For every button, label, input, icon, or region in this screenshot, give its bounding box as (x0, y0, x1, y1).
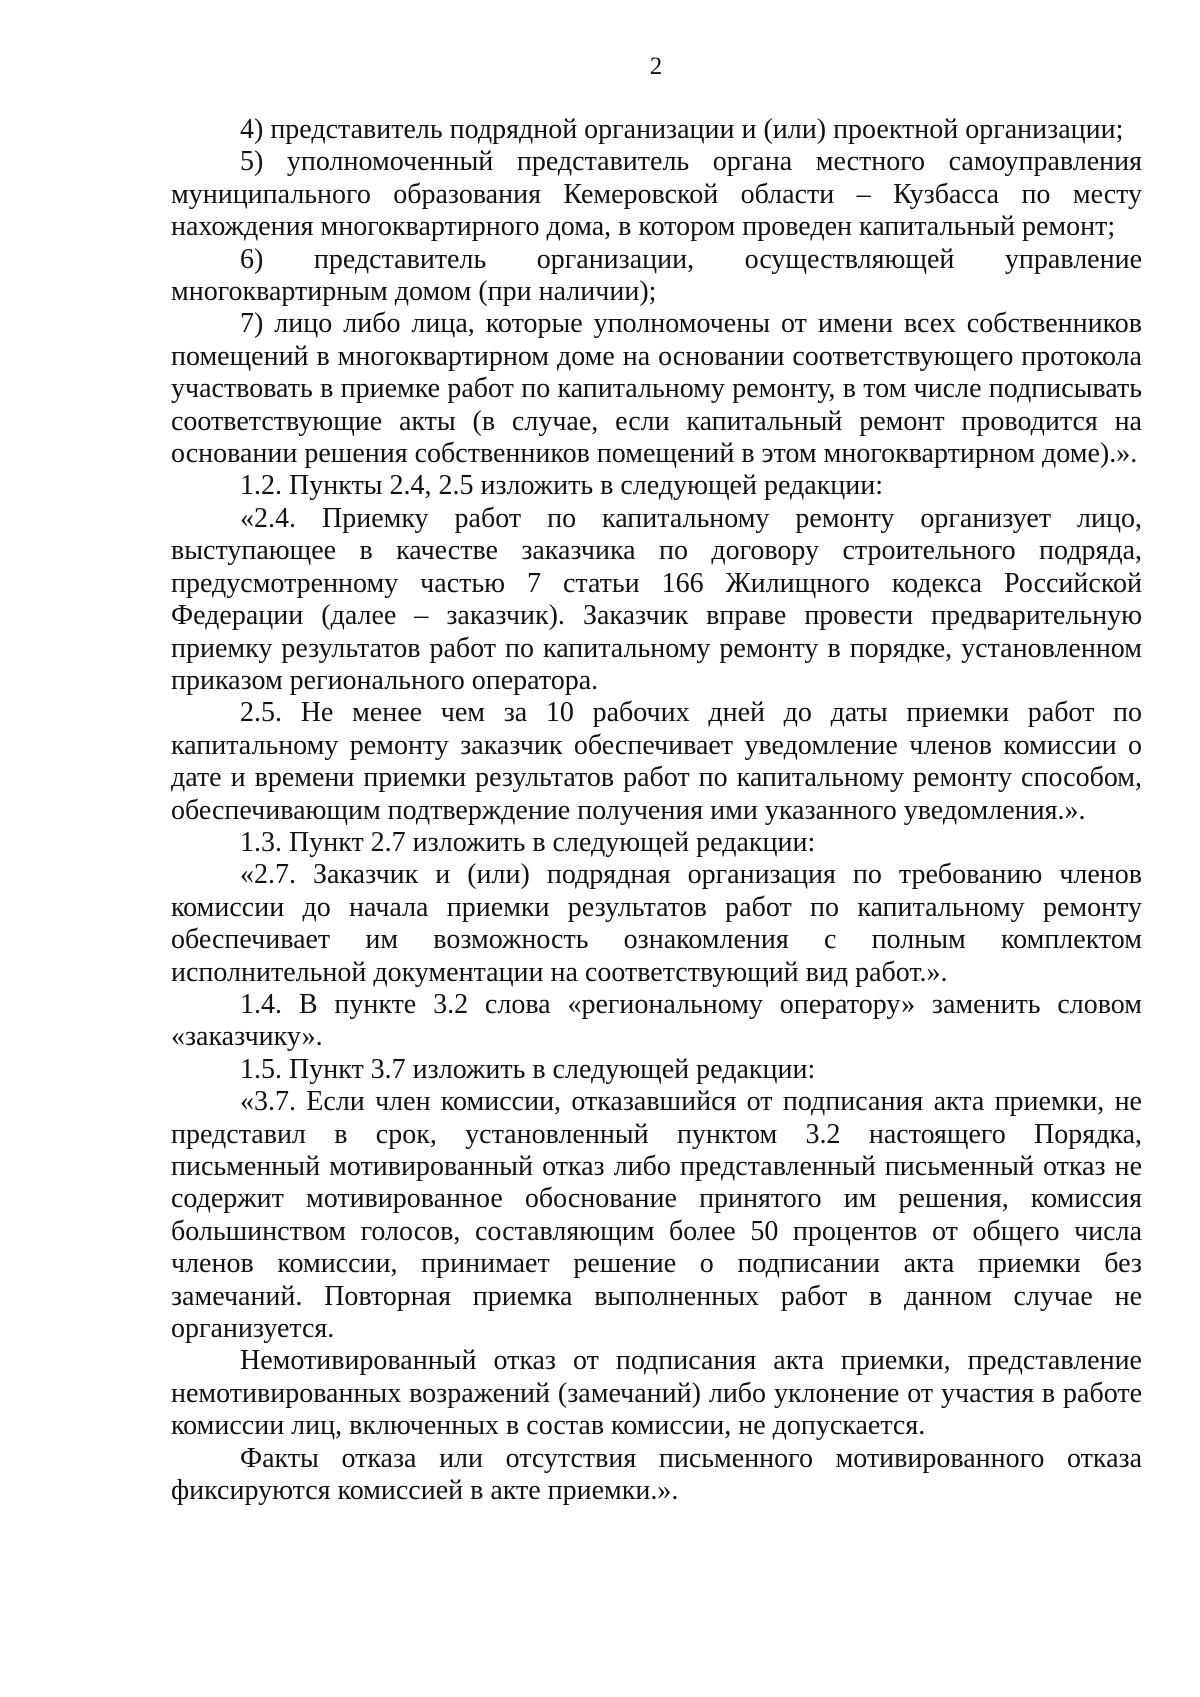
paragraph-point-3-7: «3.7. Если член комиссии, отказавшийся от подписания акта приемки, не представил в срок, установленный пунктом 3.2 настоящего Порядка, письменный мотивированный отказ либо представленный письменный отказ не содержит мотивированное обоснование принятого им решения, комиссия большинством голосов, составляющим более 50 процентов от общего числа членов комиссии, принимает решение о подписании акта приемки без замечаний. Повторная приемка выполненных работ в данном случае не организуется. (171, 1086, 1142, 1345)
paragraph-item-6: 6) представитель организации, осуществляющей управление многоквартирным домом (при наличии); (171, 243, 1142, 308)
paragraph-refusal-facts: Факты отказа или отсутствия письменного мотивированного отказа фиксируются комиссией в акте приемки.». (171, 1442, 1142, 1507)
paragraph-point-2-4: «2.4. Приемку работ по капитальному ремонту организует лицо, выступающее в качестве заказчика по договору строительного подряда, предусмотренному частью 7 статьи 166 Жилищного кодекса Российской Федерации (далее – заказчик). Заказчик вправе провести предварительную приемку результатов работ по капитальному ремонту в порядке, установленном приказом регионального оператора. (171, 502, 1142, 696)
page-number: 2 (649, 53, 663, 80)
paragraph-item-5: 5) уполномоченный представитель органа местного самоуправления муниципального образования Кемеровской области – Кузбасса по месту нахождения многоквартирного дома, в котором проведен капитальный ремонт; (171, 146, 1142, 243)
paragraph-item-4: 4) представитель подрядной организации и (или) проектной организации; (240, 114, 1124, 145)
paragraph-clause-1-5: 1.5. Пункт 3.7 изложить в следующей редакции: (240, 1053, 816, 1085)
paragraph-point-2-7: «2.7. Заказчик и (или) подрядная организация по требованию членов комиссии до начала приемки результатов работ по капитальному ремонту обеспечивает им возможность ознакомления с полным комплектом исполнительной документации на соответствующий вид работ.». (171, 859, 1142, 988)
paragraph-clause-1-3: 1.3. Пункт 2.7 изложить в следующей редакции: (240, 826, 816, 858)
paragraph-clause-1-2: 1.2. Пункты 2.4, 2.5 изложить в следующей редакции: (240, 470, 884, 502)
paragraph-point-2-5: 2.5. Не менее чем за 10 рабочих дней до даты приемки работ по капитальному ремонту заказчик обеспечивает уведомление членов комиссии о дате и времени приемки результатов работ по капитальному ремонту способом, обеспечивающим подтверждение получения ими указанного уведомления.». (171, 697, 1142, 826)
paragraph-item-7: 7) лицо либо лица, которые уполномочены от имени всех собственников помещений в многоквартирном доме на основании соответствующего протокола участвовать в приемке работ по капитальному ремонту, в том числе подписывать соответствующие акты (в случае, если капитальный ремонт проводится на основании решения собственников помещений в этом многоквартирном доме).». (171, 308, 1142, 470)
document-body (171, 114, 1142, 1507)
paragraph-clause-1-4: 1.4. В пункте 3.2 слова «региональному оператору» заменить словом «заказчику». (171, 988, 1142, 1053)
paragraph-unmotivated-refusal: Немотивированный отказ от подписания акта приемки, представление немотивированных возражений (замечаний) либо уклонение от участия в работе комиссии лиц, включенных в состав комиссии, не допускается. (171, 1345, 1142, 1442)
